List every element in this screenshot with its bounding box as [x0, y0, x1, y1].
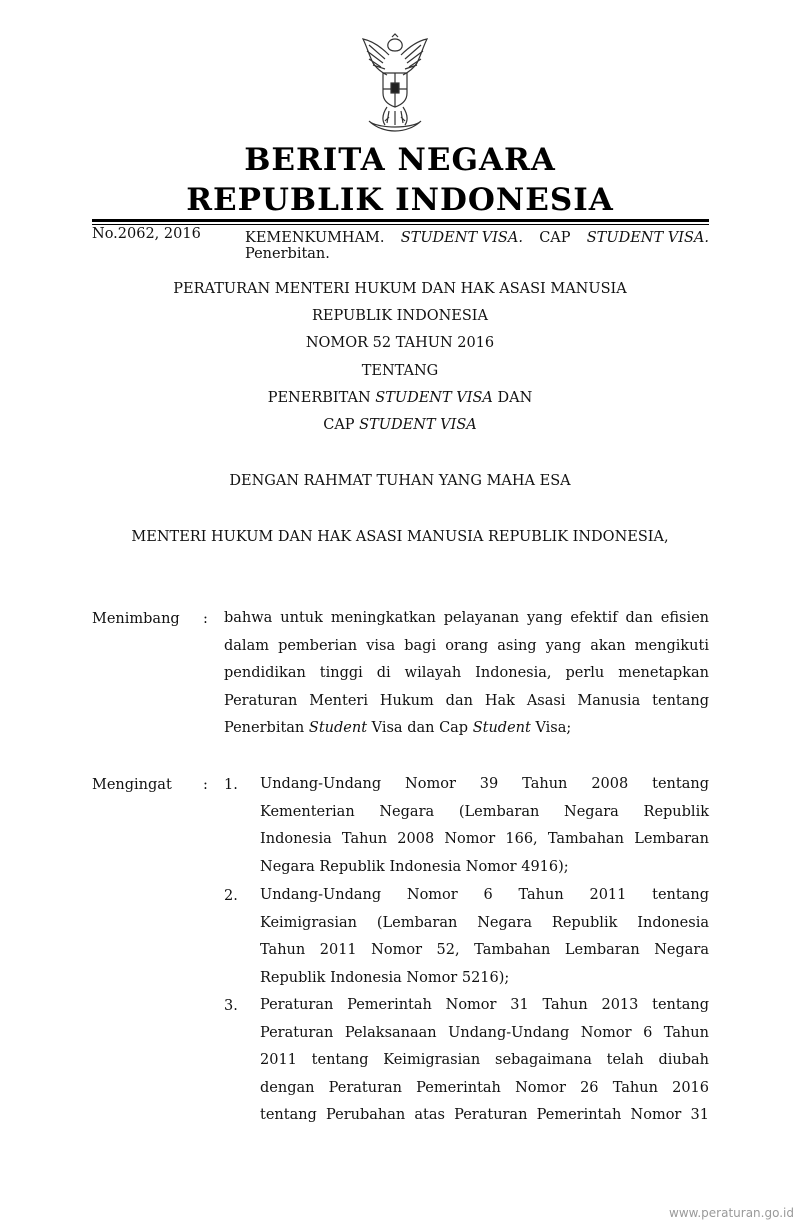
regulation-number: NOMOR 52 TAHUN 2016: [305, 335, 495, 351]
menimbang-text: bahwa untuk meningkatkan pelayanan yang efektif dan efisien dalam pemberian visa bagi orang asing yang akan mengikuti pendidikan tinggi di wilayah Indonesia, perlu menetapkan Peraturan Menteri Hukum dan Hak Asasi Manusia tentang Penerbitan Student Visa dan Cap Student Visa;: [224, 610, 709, 736]
list-item-number: 1.: [224, 777, 238, 793]
document-subject: KEMENKUMHAM. STUDENT VISA. CAP STUDENT VISA. Penerbitan.: [245, 229, 709, 262]
list-item: Peraturan Pemerintah Nomor 31 Tahun 2013 tentang Peraturan Pelaksanaan Undang-Undang Nomor 6 Tahun 2011 tentang Keimigrasian sebagaimana telah diubah dengan Peraturan Pemerintah Nomor 26 Tahun 2016 tentang Perubahan atas Peraturan Pemerintah Nomor 31: [260, 997, 709, 1123]
regulation-subject-line: CAP STUDENT VISA: [323, 417, 477, 433]
invocation: DENGAN RAHMAT TUHAN YANG MAHA ESA: [229, 473, 571, 489]
list-item-number: 2.: [224, 888, 238, 904]
masthead-divider: [92, 219, 709, 222]
masthead-title: BERITA NEGARA: [244, 142, 556, 178]
list-item: Undang-Undang Nomor 6 Tahun 2011 tentang Keimigrasian (Lembaran Negara Republik Indonesia Tahun 2011 Nomor 52, Tambahan Lembaran Negara Republik Indonesia Nomor 5216);: [260, 887, 709, 986]
menimbang-colon: :: [203, 611, 208, 627]
garuda-emblem-icon: [345, 33, 445, 135]
mengingat-colon: :: [203, 777, 208, 793]
list-item-number: 3.: [224, 998, 238, 1014]
list-item: Undang-Undang Nomor 39 Tahun 2008 tentang Kementerian Negara (Lembaran Negara Republik Indonesia Tahun 2008 Nomor 166, Tambahan Lembaran Negara Republik Indonesia Nomor 4916);: [260, 776, 709, 875]
menimbang-label: Menimbang: [92, 611, 180, 627]
regulation-tentang: TENTANG: [361, 363, 439, 379]
regulation-subject-line: PENERBITAN STUDENT VISA DAN: [267, 390, 533, 406]
masthead-subtitle: REPUBLIK INDONESIA: [186, 182, 614, 218]
document-number: No.2062, 2016: [92, 226, 201, 242]
mengingat-label: Mengingat: [92, 777, 172, 793]
minister-heading: MENTERI HUKUM DAN HAK ASASI MANUSIA REPUBLIK INDONESIA,: [131, 529, 669, 545]
footer-url[interactable]: www.peraturan.go.id: [669, 1206, 794, 1220]
regulation-title-line: PERATURAN MENTERI HUKUM DAN HAK ASASI MANUSIA: [173, 281, 627, 297]
regulation-title-line: REPUBLIK INDONESIA: [311, 308, 488, 324]
